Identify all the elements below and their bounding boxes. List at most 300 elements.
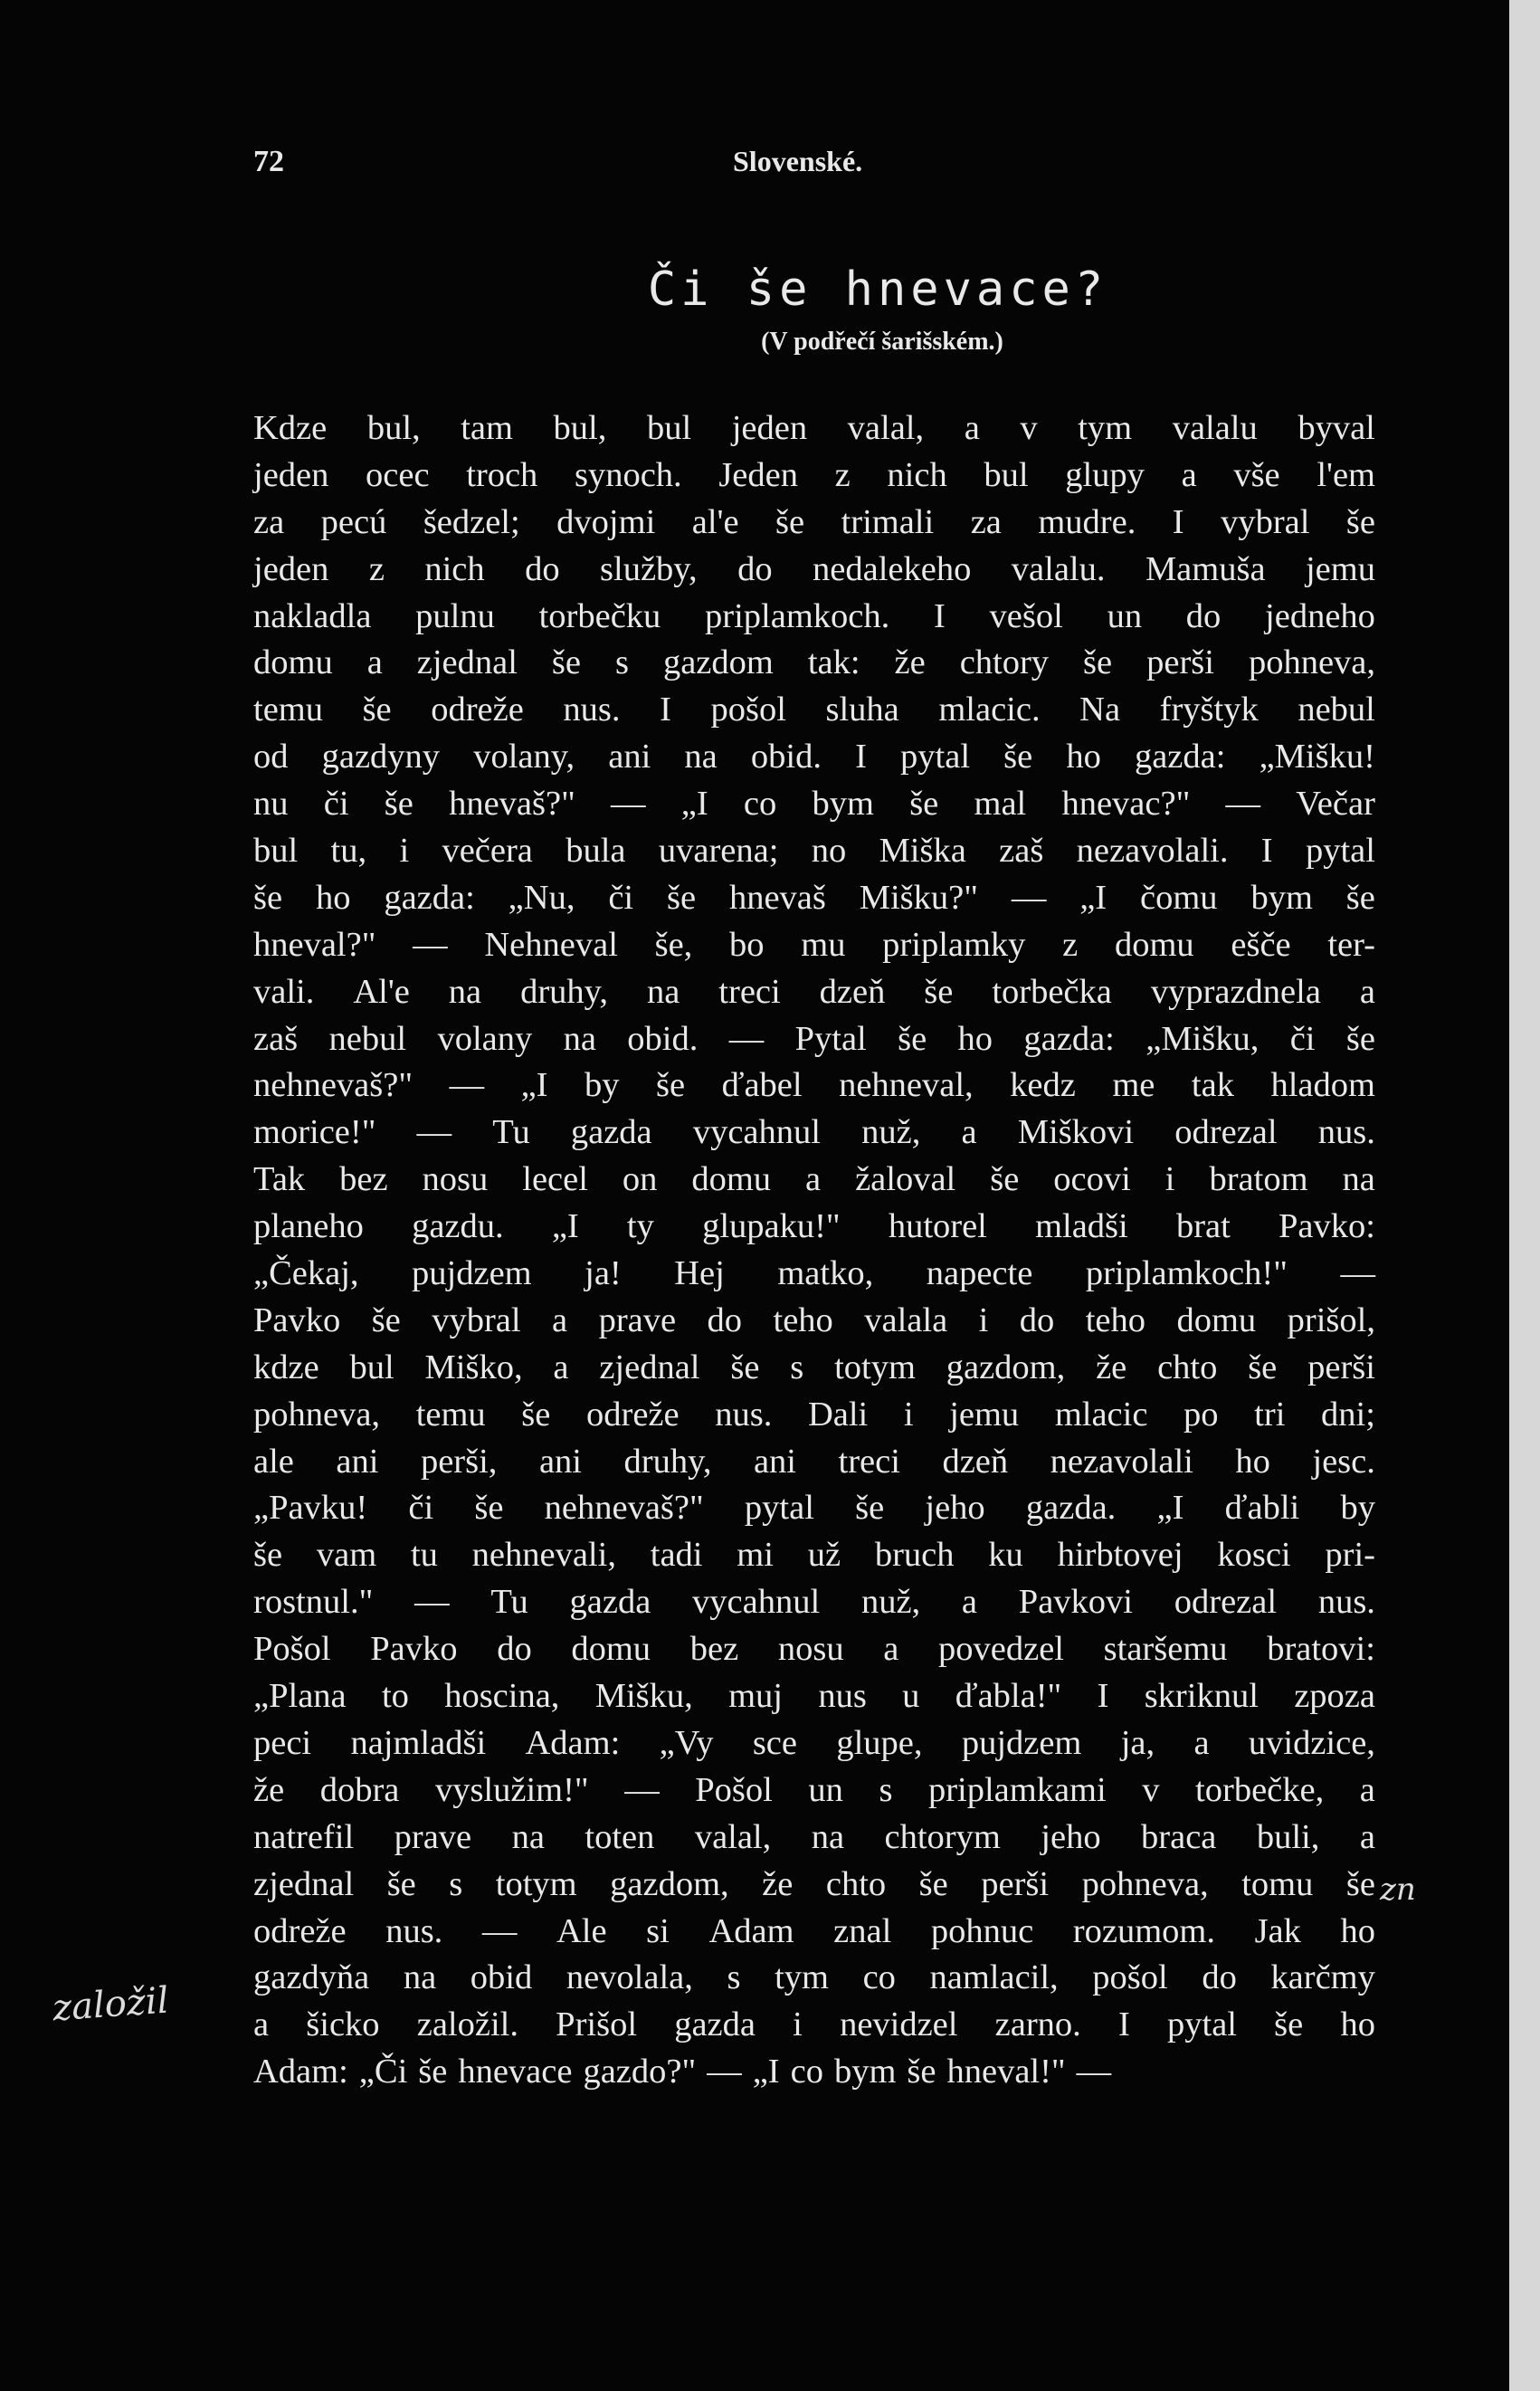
word: i: [793, 2005, 803, 2044]
word: zaš: [999, 832, 1044, 871]
word: s: [790, 1348, 804, 1386]
word: Hej: [674, 1254, 725, 1293]
word: ďabla!": [955, 1677, 1062, 1716]
word: „Vy: [659, 1723, 714, 1762]
word: gazdyňa: [253, 1958, 370, 1997]
word: po: [1184, 1395, 1219, 1434]
word: —: [624, 1770, 660, 1809]
word: še: [474, 1489, 504, 1528]
word: za: [970, 502, 1002, 541]
word: še: [909, 785, 939, 824]
word: še,: [654, 925, 693, 964]
word: „I: [551, 1207, 579, 1246]
word: domu: [1176, 1300, 1257, 1339]
word: zpoza: [1294, 1677, 1375, 1716]
story-subtitle: (V podřečí šarišském.): [761, 328, 1003, 356]
word: „Mišku,: [1145, 1019, 1260, 1058]
word: i: [1165, 1160, 1175, 1199]
word: v: [1020, 409, 1038, 447]
word: že: [1096, 1348, 1127, 1386]
text-line: [253, 1815, 1375, 1862]
word: treci: [718, 972, 781, 1011]
word: gazda:: [384, 878, 475, 917]
word: ho: [315, 878, 351, 917]
word: nich: [887, 455, 947, 494]
word: obid: [470, 1958, 533, 1997]
text-line: [253, 452, 1375, 500]
word: skriknul: [1144, 1677, 1259, 1716]
word: pytal: [1305, 832, 1375, 871]
word: ďabel: [721, 1066, 803, 1105]
word: hnevaš: [728, 878, 826, 917]
word: še: [521, 1395, 551, 1434]
word: še: [253, 1536, 283, 1575]
word: kedz: [1010, 1066, 1076, 1105]
word: vyprazdnela: [1150, 972, 1321, 1011]
text-line: [253, 1909, 1375, 1956]
word: uvarena;: [658, 832, 779, 871]
text-line: [253, 1626, 1375, 1673]
word: prave: [394, 1817, 472, 1856]
word: glupe,: [836, 1723, 923, 1762]
word: nehnevali,: [471, 1536, 616, 1575]
word: še: [1274, 2005, 1304, 2044]
word: Tak: [253, 1160, 306, 1199]
word: založil.: [416, 2005, 518, 2044]
word: priplamkami: [927, 1770, 1107, 1809]
word: gazdom,: [946, 1348, 1066, 1386]
word: Adam: [708, 1911, 794, 1950]
word: I: [1260, 832, 1273, 871]
word: a: [805, 1160, 822, 1199]
word: u: [902, 1677, 920, 1716]
word: zjednal: [599, 1348, 700, 1386]
text-line: [253, 1392, 1375, 1439]
word: vycahnul: [692, 1113, 821, 1152]
word: še: [1248, 1348, 1278, 1386]
story-body: [253, 405, 1375, 2096]
word: —: [611, 785, 646, 824]
word: Dali: [807, 1395, 869, 1434]
text-line: [253, 1298, 1375, 1345]
word: še: [775, 502, 805, 541]
word: odreže: [431, 691, 524, 729]
word: pulnu: [415, 596, 495, 635]
word: Jeden: [718, 455, 798, 494]
word: ho: [1066, 738, 1101, 776]
word: z: [834, 455, 851, 494]
word: či: [608, 878, 634, 917]
word: hneval!": [946, 2053, 1066, 2091]
word: še: [371, 1300, 401, 1339]
word: —: [414, 1583, 450, 1622]
word: še: [924, 972, 954, 1011]
word: ter-: [1327, 925, 1375, 964]
word: bul,: [366, 409, 421, 447]
word: tu,: [330, 832, 367, 871]
word: i: [903, 1395, 914, 1434]
word: ani: [336, 1442, 379, 1481]
word: Tu: [490, 1583, 528, 1622]
word: byval: [1298, 409, 1375, 447]
word: odreže: [586, 1395, 680, 1434]
word: un: [1107, 596, 1143, 635]
word: s: [614, 643, 629, 682]
text-line: [253, 1157, 1375, 1204]
word: Miško,: [424, 1348, 523, 1386]
word: gazdom,: [610, 1864, 729, 1903]
word: mal: [974, 785, 1027, 824]
word: na: [811, 1817, 845, 1856]
word: pujdzem: [961, 1723, 1082, 1762]
word: planeho: [253, 1207, 364, 1246]
word: bul: [349, 1348, 395, 1386]
word: bul: [253, 832, 299, 871]
word: totym: [834, 1348, 916, 1386]
text-line: [253, 828, 1375, 875]
word: Pošol: [253, 1630, 331, 1669]
word: vycahnul: [692, 1583, 821, 1622]
word: na: [647, 972, 680, 1011]
word: vam: [316, 1536, 377, 1575]
word: nehnevaš?": [253, 1066, 414, 1105]
word: muj: [728, 1677, 784, 1716]
word: do: [1185, 596, 1222, 635]
text-line: [253, 969, 1375, 1016]
word: I: [1172, 502, 1184, 541]
word: —: [728, 1019, 765, 1058]
word: I: [855, 738, 867, 776]
text-line: [253, 1485, 1375, 1532]
word: na: [448, 972, 482, 1011]
text-line: [253, 500, 1375, 547]
word: valal,: [847, 409, 925, 447]
text-line: [253, 1579, 1375, 1626]
word: Večar: [1296, 785, 1375, 824]
text-line: [253, 2049, 1375, 2096]
word: tu: [410, 1536, 438, 1575]
word: chto: [1157, 1348, 1218, 1386]
word: žaloval: [855, 1160, 956, 1199]
word: Pavko: [370, 1630, 458, 1669]
word: še: [730, 1348, 760, 1386]
word: do: [737, 549, 773, 588]
word: Al'e: [353, 972, 410, 1011]
word: vyslužim!": [434, 1770, 589, 1809]
word: nebul: [328, 1019, 407, 1058]
word: volany: [437, 1019, 533, 1058]
word: jeden: [731, 409, 808, 447]
word: domu: [691, 1160, 772, 1199]
word: —: [449, 1066, 485, 1105]
word: „Plana: [253, 1677, 347, 1716]
word: še: [855, 1489, 885, 1528]
word: glupaku!": [702, 1207, 841, 1246]
word: to: [381, 1677, 409, 1716]
text-line: [253, 922, 1375, 969]
word: zarno.: [994, 2005, 1081, 2044]
word: co: [862, 1958, 896, 1997]
word: kosci: [1217, 1536, 1291, 1575]
word: do: [707, 1300, 743, 1339]
word: na: [1342, 1160, 1375, 1199]
word: ocovi: [1053, 1160, 1131, 1199]
word: „I: [1079, 878, 1107, 917]
word: povedzel: [938, 1630, 1064, 1669]
word: a: [883, 1630, 899, 1669]
word: bul: [646, 409, 692, 447]
word: Mišku,: [594, 1677, 693, 1716]
word: už: [807, 1536, 841, 1575]
word: namlacil,: [929, 1958, 1059, 1997]
word: še: [918, 1864, 948, 1903]
word: hnevace: [458, 2053, 573, 2091]
word: tri: [1254, 1395, 1286, 1434]
word: natrefil: [253, 1817, 355, 1856]
word: gazdu.: [412, 1207, 504, 1246]
word: z: [1062, 925, 1079, 964]
word: tym: [1078, 409, 1133, 447]
text-line: [253, 1673, 1375, 1720]
word: bez: [689, 1630, 739, 1669]
word: najmladši: [350, 1723, 487, 1762]
word: nu: [253, 785, 289, 824]
word: priplamkoch.: [705, 596, 890, 635]
word: na: [403, 1958, 437, 1997]
word: pošol: [710, 691, 786, 729]
word: ani: [538, 1442, 582, 1481]
word: večera: [442, 832, 533, 871]
word: —: [413, 925, 448, 964]
word: „I: [520, 1066, 548, 1105]
word: Nehneval: [484, 925, 618, 964]
word: tym: [775, 1958, 829, 1997]
word: tak:: [807, 643, 860, 682]
word: ešče: [1231, 925, 1291, 964]
word: prišol,: [1287, 1300, 1375, 1339]
word: tak: [1191, 1066, 1234, 1105]
word: či: [323, 785, 349, 824]
word: I: [1097, 1677, 1109, 1716]
word: jedneho: [1265, 596, 1375, 635]
text-line: [253, 1016, 1375, 1063]
word: zjednal: [253, 1864, 355, 1903]
word: a: [961, 1583, 978, 1622]
text-line: [253, 1862, 1375, 1909]
text-line: [253, 687, 1375, 734]
word: vybral: [1221, 502, 1310, 541]
word: sce: [752, 1723, 797, 1762]
word: nevolala,: [566, 1958, 693, 1997]
word: obid.: [750, 738, 822, 776]
word: by: [1340, 1489, 1375, 1528]
word: hirbtovej: [1057, 1536, 1184, 1575]
word: odreže: [253, 1911, 347, 1950]
text-line: [253, 405, 1375, 452]
page-edge: [1509, 0, 1540, 2391]
word: —: [416, 1113, 452, 1152]
word: lecel: [522, 1160, 588, 1199]
word: hladom: [1270, 1066, 1375, 1105]
word: teho: [773, 1300, 833, 1339]
word: ani: [753, 1442, 797, 1481]
word: a: [964, 409, 980, 447]
word: nus.: [715, 1395, 773, 1434]
word: torbečku: [538, 596, 661, 635]
word: nuž,: [860, 1583, 921, 1622]
word: rostnul.": [253, 1583, 374, 1622]
page-header: [253, 145, 1375, 199]
word: nosu: [777, 1630, 844, 1669]
word: Pavkovi: [1018, 1583, 1133, 1622]
word: nosu: [422, 1160, 489, 1199]
word: co: [790, 2053, 823, 2091]
word: —: [1076, 2053, 1112, 2091]
word: odrezal: [1174, 1583, 1278, 1622]
word: pohneva,: [1248, 643, 1375, 682]
word: bul: [984, 455, 1029, 494]
word: trimali: [841, 502, 935, 541]
word: „Mišku!: [1259, 738, 1375, 776]
text-line: [253, 1251, 1375, 1298]
word: torbečke,: [1195, 1770, 1325, 1809]
word: si: [646, 1911, 670, 1950]
word: šedzel;: [423, 502, 520, 541]
word: nus: [818, 1677, 867, 1716]
word: na: [563, 1019, 596, 1058]
word: a: [1359, 972, 1375, 1011]
word: ku: [988, 1536, 1023, 1575]
text-line: [253, 1955, 1375, 2002]
word: valala: [864, 1300, 948, 1339]
word: I: [660, 691, 671, 729]
word: „I: [680, 785, 708, 824]
word: perši: [981, 1864, 1050, 1903]
word: „Čekaj,: [253, 1254, 359, 1293]
word: do: [1202, 1958, 1237, 1997]
word: domu: [1114, 925, 1194, 964]
word: Miškovi: [1017, 1113, 1135, 1152]
word: obid.: [627, 1019, 699, 1058]
word: zaš: [253, 1019, 299, 1058]
text-line: [253, 1439, 1375, 1486]
word: mu: [801, 925, 846, 964]
word: ocec: [366, 455, 430, 494]
word: nezavolali: [1050, 1442, 1193, 1481]
word: I: [1117, 2005, 1130, 2044]
word: s: [449, 1864, 463, 1903]
text-line: [253, 547, 1375, 594]
word: za: [253, 502, 285, 541]
word: bym: [833, 2053, 897, 2091]
word: hnevaš?": [449, 785, 575, 824]
word: Mišku?": [859, 878, 978, 917]
word: Pošol: [695, 1770, 773, 1809]
word: Na: [1079, 691, 1121, 729]
word: valal,: [694, 1817, 772, 1856]
word: treci: [838, 1442, 900, 1481]
word: —: [1340, 1254, 1375, 1293]
word: mudre.: [1038, 502, 1136, 541]
word: v: [1142, 1770, 1160, 1809]
word: tam: [461, 409, 513, 447]
word: bez: [339, 1160, 388, 1199]
word: valalu: [1172, 409, 1258, 447]
word: glupy: [1065, 455, 1145, 494]
word: druhy,: [623, 1442, 712, 1481]
word: priplamkoch!": [1085, 1254, 1288, 1293]
word: druhy,: [520, 972, 609, 1011]
word: nus.: [1317, 1113, 1375, 1152]
word: domu: [571, 1630, 651, 1669]
word: na: [511, 1817, 545, 1856]
word: jeden: [253, 455, 329, 494]
word: zjednal: [416, 643, 518, 682]
word: gazda: [674, 2005, 756, 2044]
word: „Pavku!: [253, 1489, 368, 1528]
word: uvidzice,: [1248, 1723, 1375, 1762]
word: jemu: [949, 1395, 1020, 1434]
word: peci: [253, 1723, 312, 1762]
word: matko,: [777, 1254, 874, 1293]
word: co: [743, 785, 777, 824]
word: ho: [1235, 1442, 1270, 1481]
word: a: [366, 643, 383, 682]
text-line: [253, 2002, 1375, 2049]
word: še: [1345, 1019, 1375, 1058]
word: domu: [253, 643, 333, 682]
word: jemu: [1305, 549, 1375, 588]
word: še: [1345, 878, 1375, 917]
word: s: [727, 1958, 741, 1997]
word: nebul: [1298, 691, 1375, 729]
word: me: [1112, 1066, 1155, 1105]
word: mlacic: [1054, 1395, 1148, 1434]
word: —: [481, 1911, 518, 1950]
word: sluha: [825, 691, 899, 729]
word: priplamky: [882, 925, 1026, 964]
word: pytal: [1167, 2005, 1237, 2044]
word: Prišol: [556, 2005, 638, 2044]
word: bula: [566, 832, 626, 871]
word: ani: [608, 738, 651, 776]
word: torbečka: [992, 972, 1112, 1011]
word: bratom: [1209, 1160, 1308, 1199]
word: Mamuša: [1145, 549, 1266, 588]
word: gazda.: [1025, 1489, 1117, 1528]
word: „Nu,: [508, 878, 575, 917]
word: vše: [1233, 455, 1280, 494]
word: Adam:: [253, 2053, 348, 2091]
word: od: [253, 738, 289, 776]
word: še: [418, 2053, 448, 2091]
word: znal: [833, 1911, 892, 1950]
word: karčmy: [1270, 1958, 1375, 1997]
word: gazdom: [662, 643, 774, 682]
word: kdze: [253, 1348, 319, 1386]
word: čomu: [1140, 878, 1218, 917]
word: toten: [585, 1817, 655, 1856]
word: šicko: [306, 2005, 380, 2044]
word: —: [1225, 785, 1261, 824]
word: valalu.: [1011, 549, 1106, 588]
word: Ale: [556, 1911, 607, 1950]
handwritten-margin-note-left: založil: [51, 1979, 170, 2030]
running-head: Slovenské.: [733, 145, 863, 177]
word: troch: [466, 455, 538, 494]
word: a: [253, 2005, 270, 2044]
word: a: [552, 1300, 568, 1339]
